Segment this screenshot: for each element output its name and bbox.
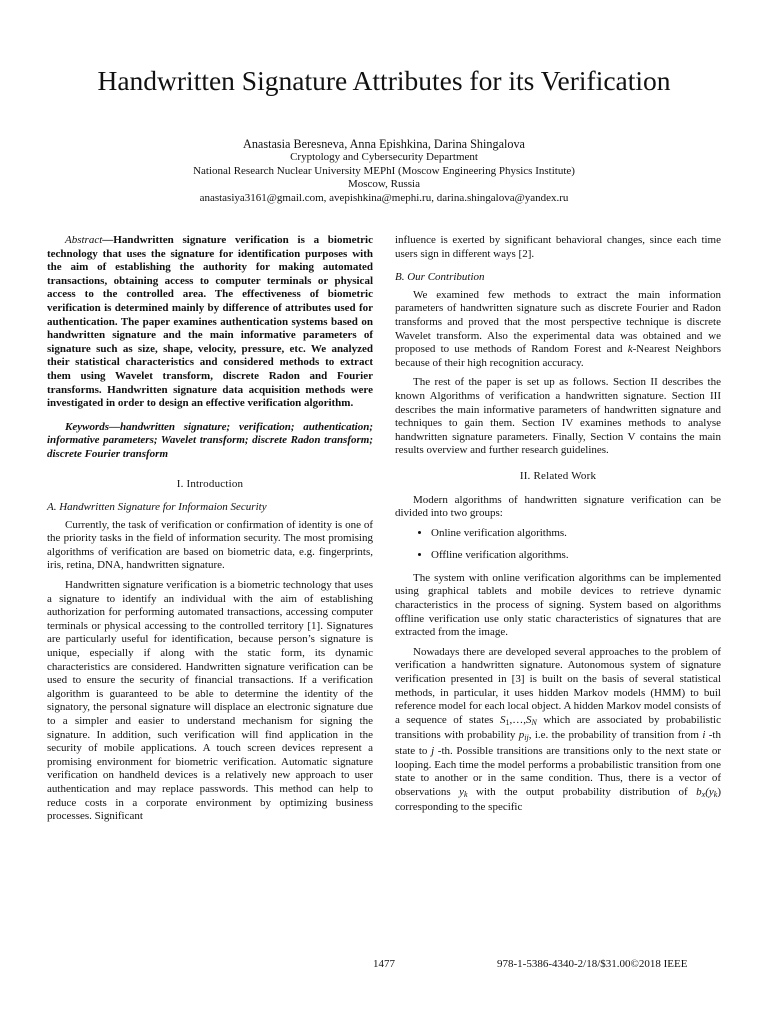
math-i: i (702, 729, 706, 742)
location: Moscow, Russia (347, 178, 420, 191)
related-paragraph-3 (395, 646, 721, 815)
intro-paragraph-1: Currently, the task of verification or confirmation of identity is one of the priority tasks in the field of information security. The most promising algorithms of verification are based on biometric data, e.g. fingerprints, iris, retina, DNA, handwritten signature. (47, 518, 373, 572)
keywords (47, 421, 373, 462)
department: Cryptology and Cybersecurity Department (290, 151, 478, 163)
keywords-label: Keywords (65, 420, 109, 433)
math-sub: ij (524, 733, 529, 743)
abstract-text: Handwritten signature verification is a biometric technology that uses the signature for identification purposes with the aim of establishing the authority for making automated transactions, obtaining access to computer terminals or physical access to the controlled area. The effectiveness of biometric verification is determined mainly by difference of attributes used for authentication. The paper examines authentication systems based on handwritten signature and the main informative parameters of signature such as size, shape, velocity, pressure, etc. We analyzed their statistical characteristics and considered methods to extract them using Wavelet transform, discrete Radon and Fourier transforms. Handwritten signature data acquisition methods were investigated in order to design an effective verification algorithm. (47, 234, 373, 410)
author-list: Anastasia Beresneva, Anna Epishkina, Darina Shingalova (243, 137, 525, 151)
related-paragraph-1: Modern algorithms of handwritten signature verification can be divided into two groups: (395, 493, 721, 520)
math-p: p (518, 729, 525, 742)
keywords-dash: — (109, 420, 120, 433)
contribution-k: k (627, 343, 633, 356)
related-paragraph-2: The system with online verification algorithms can be implemented using graphical tablets and mobile devices to retrieve dynamic characteristics in the process of signing. System based on algorithms offline verification use only static characteristics of signatures that are extracted from the image. (395, 571, 721, 639)
section-heading-related-work: II. Related Work (519, 469, 597, 482)
math-ellipsis: ,…, (509, 713, 526, 726)
isbn-notice: 978-1-5386-4340-2/18/$31.00©2018 IEEE (497, 958, 688, 970)
contribution-text-b: -Nearest Neighbors because of their high recognition accuracy. (395, 343, 721, 369)
math-s: S (499, 713, 506, 726)
affiliation-block (0, 151, 768, 205)
section-heading-introduction: I. Introduction (176, 477, 244, 490)
contribution-text-a: We examined few methods to extract the main information parameters of handwritten signature such as discrete Fourier and Radon transforms and proved that the most perspective technique is discrete Wavelet transform. Also the experimental data was obtained and we proposed to use methods of Random Forest and (395, 288, 721, 356)
related-text-g: corresponding to the specific (395, 801, 523, 814)
related-text-e: -th. Possible transitions are transitions only to the next state or looping. Each time the model performs a probabilistic transition from one state to another or in the same condition. Thus, there is a vector of observations (395, 745, 722, 798)
related-text-f: with the output probability distribution of (467, 785, 697, 798)
emails: anastasiya3161@gmail.com, avepishkina@mephi.ru, darina.shingalova@yandex.ru (199, 191, 569, 204)
math-sub: N (531, 717, 537, 727)
subsection-heading-b: B. Our Contribution (395, 271, 485, 284)
math-s: S (525, 713, 532, 726)
list-item: • Offline verification algorithms. (431, 549, 721, 563)
list-item: • Online verification algorithms. (431, 527, 721, 541)
math-sub: 1 (505, 717, 510, 727)
intro-paragraph-2: Handwritten signature verification is a biometric technology that uses a signature to identify an individual with the aim of establishing authorization for performing automated transactions, accessing computer terminals or physical accessing to the controlled territory [1]. Signatures are particularly useful for identification, because person’s signature is unique, especially if along with the static form, its dynamic characteristics are considered. Handwritten signature verification can be used to ensure the security of financial transactions. If a verification algorithm is guaranteed to be able to determine the identity of the signatory, the personal signature will displace an electronic signature due to a simpler and easier to understand mechanism for signing the signature. In addition, such verification will find application in the security of mobile applications. A touch screen devices represent a promising environment for biometric verification. Automatic signature verification on handheld devices is a relatively new approach to user authentication and may replace passwords. This method can help to reduce costs in a corporate environment by optimizing business processes. Significant (47, 579, 373, 823)
related-text-c: , i.e. the probability of transition from (528, 729, 703, 742)
related-text-a: Nowadays there are developed several approaches to the problem of verification a handwritten signature. Autonomous system of signature verification presented in [3] is built on the basis of several statistical methods, in particular, it uses hidden Markov models (HMM) to buil reference model for each local object. A hidden Markov model consists of a sequence of states (395, 645, 721, 726)
math-sub: k (713, 789, 718, 799)
page-number: 1477 (373, 958, 395, 970)
related-text-b: which are associated by probabilistic transitions with probability (395, 713, 721, 742)
math-j: j (431, 745, 435, 757)
related-text-d: -th state to (395, 729, 721, 757)
math-arg: (y (705, 785, 714, 798)
right-column (395, 234, 721, 821)
math-b: b (696, 785, 702, 798)
abstract (47, 234, 373, 411)
math-close: ) (717, 785, 722, 798)
university: National Research Nuclear University MEPhI (Moscow Engineering Physics Institute) (193, 164, 575, 177)
outline-paragraph: The rest of the paper is set up as follows. Section II describes the known Algorithms of verification a handwritten signature. Section III describes the main informative parameters of handwritten signature and techniques to gain them. Section IV examines methods to analyse handwritten signature parameters. Finally, Section V contains the main results overview and further research guidelines. (395, 376, 721, 457)
intro-paragraph-2-continued: influence is exerted by significant behavioral changes, since each time users sign in different ways [2]. (395, 234, 721, 260)
contribution-paragraph (395, 289, 721, 371)
paper-title: Handwritten Signature Attributes for its Verification (97, 65, 671, 96)
verification-types-list (395, 527, 721, 563)
math-sub: x (701, 789, 706, 799)
keywords-text: handwritten signature; verification; authentication; informative parameters; Wavelet transform; discrete Radon transform; discrete Fourier transform (47, 420, 373, 460)
math-y: y (459, 785, 464, 798)
subsection-heading-a: A. Handwritten Signature for Informaion Security (47, 501, 267, 514)
math-sub: k (463, 789, 468, 799)
abstract-label: Abstract (65, 234, 103, 246)
abstract-dash: — (102, 234, 114, 246)
left-column (47, 234, 373, 830)
